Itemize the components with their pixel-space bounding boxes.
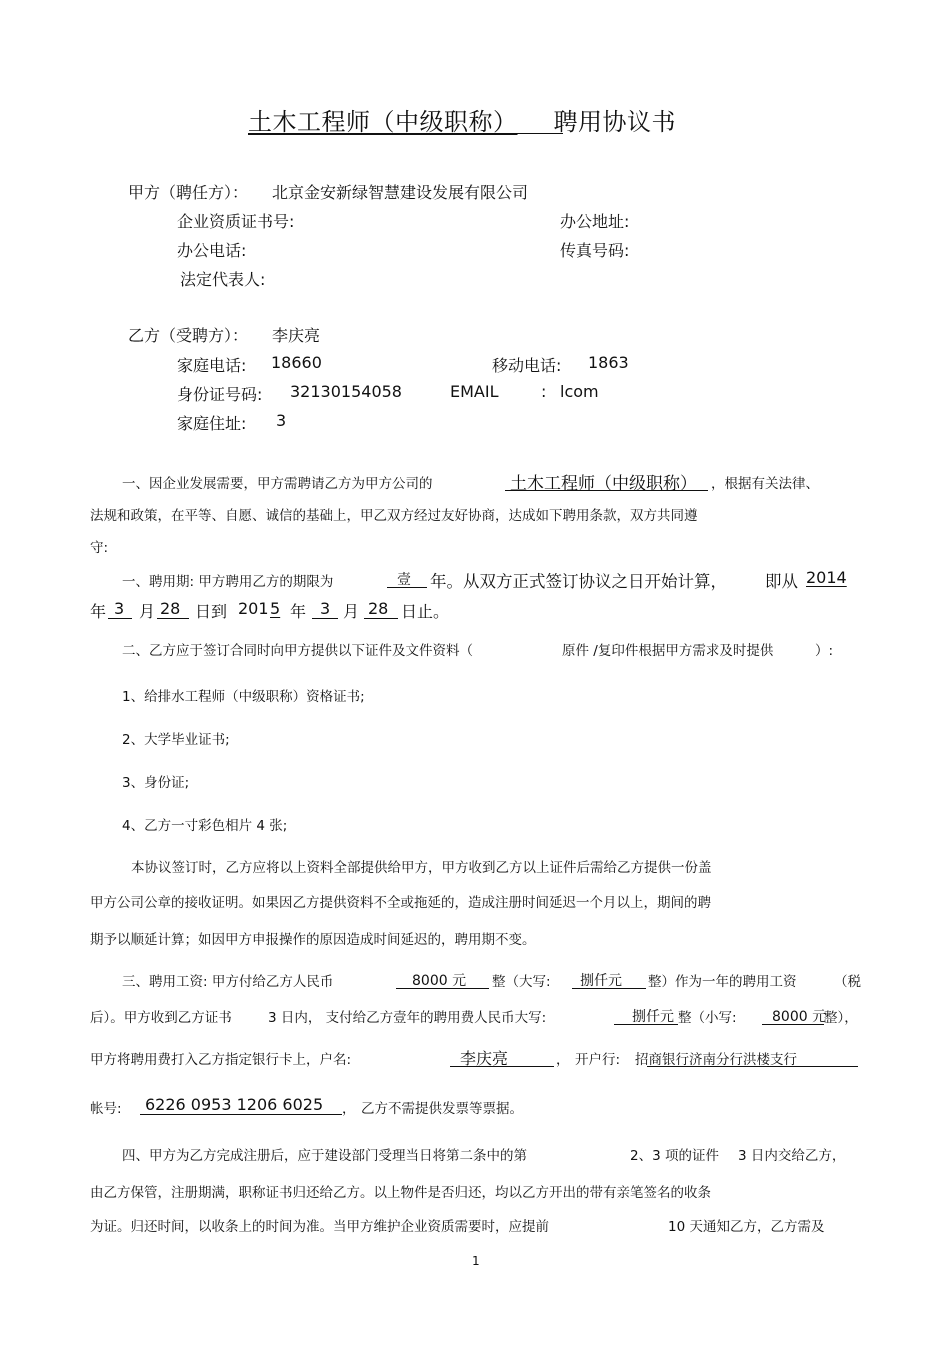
- party-b-home-phone-label: 家庭电话:: [177, 356, 247, 375]
- docs-item-3: 3、身份证;: [122, 775, 190, 791]
- salary-line-2: 后）。甲方收到乙方证书: [90, 1010, 232, 1026]
- salary-amount: 8000 元: [412, 973, 467, 989]
- salary-amount-chinese: 捌仟元: [580, 973, 622, 989]
- title-underline: [248, 133, 563, 134]
- intro-position-underline: [505, 490, 708, 491]
- term-start-day-underline: [157, 618, 189, 619]
- party-b-mobile-label: 移动电话:: [492, 356, 562, 375]
- intro-position: 土木工程师（中级职称）: [510, 474, 697, 494]
- salary-amount-2-underline: [762, 1024, 824, 1025]
- registration-line-3: 为证。归还时间，以收条上的时间为准。当甲方维护企业资质需要时，应提前: [90, 1219, 549, 1235]
- account-name: 李庆亮: [460, 1049, 509, 1068]
- registration-line-3-end: 10 天通知乙方，乙方需及: [668, 1219, 825, 1235]
- salary-line-2-mid: 3 日内， 支付给乙方壹年的聘用费人民币大写:: [268, 1010, 547, 1026]
- term-from-label: 即从: [765, 572, 798, 591]
- party-a-label: 甲方（聘任方）：: [128, 183, 249, 202]
- docs-paragraph-line-3: 期予以顺延计算；如因甲方申报操作的原因造成时间延迟的，聘用期不变。: [90, 932, 536, 948]
- term-years: 壹: [397, 572, 411, 588]
- docs-line-1-end: ）:: [815, 643, 834, 659]
- party-b-mobile: 1863: [588, 353, 629, 372]
- term-years-underline: [387, 587, 427, 588]
- party-b-email-label: EMAIL: [450, 382, 499, 401]
- registration-line-1: 四、甲方为乙方完成注册后，应于建设部门受理当日将第二条中的第: [122, 1148, 527, 1164]
- salary-amount-underline: [396, 988, 489, 989]
- party-b-address: 3: [276, 411, 287, 430]
- salary-amount-chinese-2-underline: [614, 1024, 678, 1025]
- title-position: 土木工程师（中级职称）: [248, 108, 518, 136]
- docs-line-1-mid: 原件 /复印件根据甲方需求及时提供: [562, 643, 774, 659]
- term-start-day: 28: [160, 599, 181, 618]
- salary-line-4-comma: ，: [342, 1101, 356, 1117]
- salary-amount-chinese-underline: [572, 988, 646, 989]
- term-end-month-underline: [312, 618, 338, 619]
- party-b-id-number: 32130154058: [290, 382, 402, 401]
- term-line-1-mid: 年。从双方正式签订协议之日开始计算，: [430, 572, 727, 591]
- term-end-year-suffix: 5: [270, 599, 281, 618]
- registration-line-2: 由乙方保管，注册期满，职称证书归还给乙方。以上物件是否归还，均以乙方开出的带有亲笔签名的收条: [90, 1185, 711, 1201]
- salary-line-2-end: 整），: [824, 1010, 858, 1026]
- party-a-office-phone-label: 办公电话:: [177, 241, 247, 260]
- bank-name-underline: [647, 1066, 858, 1067]
- bank-label: 开户行:: [575, 1052, 621, 1068]
- party-b-id-label: 身份证号码:: [177, 385, 263, 404]
- salary-line-1-end: （税: [834, 974, 861, 990]
- term-until-label: 日止。: [401, 602, 450, 621]
- salary-line-1-mid: 整）作为一年的聘用工资: [648, 974, 797, 990]
- term-end-day: 28: [368, 599, 389, 618]
- party-b-address-label: 家庭住址:: [177, 414, 247, 433]
- registration-line-1-items: 2、3 项的证件: [630, 1148, 719, 1164]
- party-a-cert-label: 企业资质证书号:: [177, 212, 295, 231]
- document-title: [248, 102, 676, 137]
- salary-line-3-comma: ，: [556, 1052, 570, 1068]
- term-end-year-char: 年: [290, 602, 307, 621]
- docs-paragraph-line-1: 本协议签订时，乙方应将以上资料全部提供给甲方，甲方收到乙方以上证件后需给乙方提供一份盖: [131, 860, 712, 876]
- term-line-1: 一、聘用期: 甲方聘用乙方的期限为: [122, 574, 334, 590]
- salary-amount-2: 8000 元: [772, 1009, 827, 1025]
- term-start-month-underline: [108, 618, 132, 619]
- term-month-char: 月: [139, 602, 156, 621]
- docs-paragraph-line-2: 甲方公司公章的接收证明。如果因乙方提供资料不全或拖延的，造成注册时间延迟一个月以上，期间的聘: [90, 895, 711, 911]
- salary-line-3: 甲方将聘用费打入乙方指定银行卡上，户名:: [90, 1052, 352, 1068]
- term-end-month-char: 月: [343, 602, 360, 621]
- party-b-home-phone: 18660: [271, 353, 322, 372]
- term-start-month: 3: [114, 599, 125, 618]
- term-start-year: 2014: [806, 568, 847, 587]
- account-name-underline: [450, 1066, 554, 1067]
- party-a-fax-label: 传真号码:: [560, 241, 630, 260]
- salary-amount-chinese-2: 捌仟元: [632, 1009, 674, 1025]
- docs-line-1: 二、乙方应于签订合同时向甲方提供以下证件及文件资料（: [122, 643, 473, 659]
- party-b-label: 乙方（受聘方）：: [128, 326, 249, 345]
- registration-line-1-end: 3 日内交给乙方，: [738, 1148, 846, 1164]
- intro-line-1-end: ，根据有关法律、: [711, 476, 819, 492]
- party-b-name: 李庆亮: [272, 326, 321, 345]
- intro-line-2: 法规和政策，在平等、自愿、诚信的基础上，甲乙双方经过友好协商，达成如下聘用条款，双方共同遵: [90, 508, 698, 524]
- party-a-office-address-label: 办公地址:: [560, 212, 630, 231]
- term-end-month: 3: [320, 599, 331, 618]
- account-number: 6226 0953 1206 6025: [145, 1095, 324, 1114]
- docs-item-4: 4、乙方一寸彩色相片 4 张;: [122, 818, 288, 834]
- intro-line-3: 守:: [90, 540, 109, 556]
- term-year-char: 年: [90, 602, 107, 621]
- docs-item-1: 1、给排水工程师（中级职称）资格证书;: [122, 689, 365, 705]
- page-number: 1: [472, 1254, 480, 1268]
- bank-name: 招商银行济南分行洪楼支行: [635, 1052, 797, 1068]
- account-number-underline: [140, 1114, 342, 1115]
- docs-item-2: 2、大学毕业证书;: [122, 732, 230, 748]
- term-end-year-prefix: 201: [238, 599, 269, 618]
- salary-line-4: 乙方不需提供发票等票据。: [361, 1101, 523, 1117]
- salary-line-1: 三、聘用工资: 甲方付给乙方人民币: [122, 974, 334, 990]
- party-a-legal-rep-label: 法定代表人:: [180, 270, 266, 289]
- term-end-day-underline: [364, 618, 398, 619]
- salary-line-1-uppercase-label: 整（大写:: [492, 974, 551, 990]
- party-a-name: 北京金安新绿智慧建设发展有限公司: [272, 183, 529, 202]
- term-to-label: 日到: [195, 602, 228, 621]
- account-number-label: 帐号:: [90, 1101, 122, 1117]
- intro-line-1: 一、因企业发展需要，甲方需聘请乙方为甲方公司的: [122, 476, 433, 492]
- party-b-email: lcom: [560, 382, 599, 401]
- party-b-email-colon: :: [541, 382, 547, 401]
- salary-line-2-lowercase-label: 整（小写:: [678, 1010, 737, 1026]
- title-agreement: 聘用协议书: [553, 108, 676, 136]
